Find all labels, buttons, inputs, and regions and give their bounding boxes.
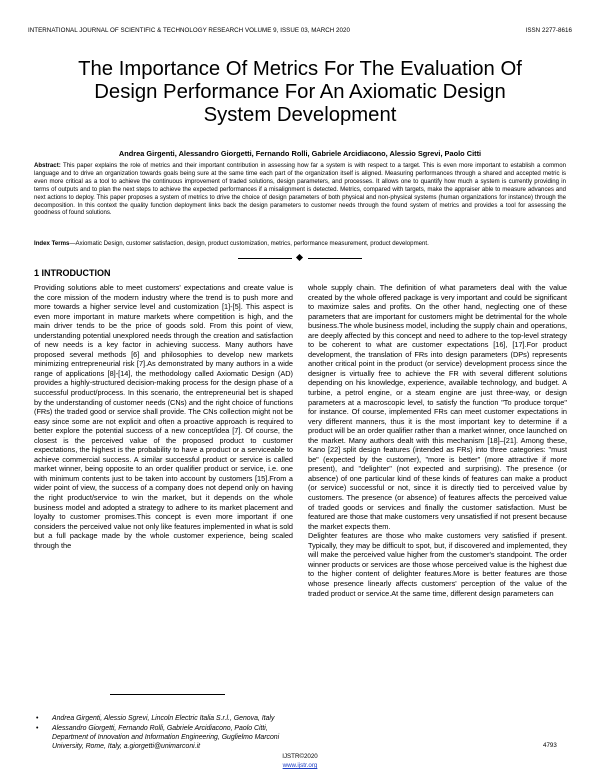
paper-title <box>20 58 580 127</box>
body-right-column <box>308 283 567 748</box>
affiliation-text: Alessandro Giorgetti, Fernando Rolli, Gabriele Arcidiacono, Paolo Citti, Department of Innovation and Information Engineering, Guglielmo Marconi University, Rome, Italy, a.giorgetti@unimarconi.it <box>52 724 280 750</box>
abstract-text: This paper explains the role of metrics and their important contribution in assessing how far a system is with respect to a target. This is even more important to establish a common language and to drive an organization towards goals being sure at the same time each part of the organization itself is aligned. Measuring performances through a shared and accepted metric is even more critical as a tool to achieve the continuous improvement of traded solutions, design parameters, and processes. It allows one to quantify how much a system is currently providing in terms of outputs and to plan the next steps to achieve the expected performances if a misalignment is detected. Metrics, compared with targets, make the appraiser able to measure advances and next actions to deploy. This paper proposes a system of metrics to drive the choice of design parameters of both physical and non-physical systems (human organizations for instance) through the decomposition. In this context the quality function deployment links back the design parameters to customer needs through the found system of metrics and provides a tool for assessing the goodness of found solutions. <box>34 162 566 217</box>
title-line-2: Design Performance For An Axiomatic Design <box>94 81 506 103</box>
author-affiliations <box>34 714 294 751</box>
journal-id: IJSTR©2020 <box>282 753 318 760</box>
journal-line: INTERNATIONAL JOURNAL OF SCIENTIFIC & TECHNOLOGY RESEARCH VOLUME 9, ISSUE 03, MARCH 2020 <box>28 27 350 34</box>
index-terms-text: —Axiomatic Design, customer satisfaction, design, product customization, metrics, performance measurement, product development. <box>69 240 429 247</box>
index-terms-label: Index Terms <box>34 240 70 247</box>
affiliation-text: Andrea Girgenti, Alessio Sgrevi, Lincoln Electric Italia S.r.l., Genova, Italy <box>52 715 275 722</box>
running-header <box>28 27 572 34</box>
index-terms <box>34 240 566 248</box>
section-heading-introduction: 1 INTRODUCTION <box>34 268 111 278</box>
body-paragraph: whole supply chain. The definition of what parameters deal with the value created by the whole offered package is very important and could be significant to maximize sales and profits. On the other hand, neglecting one of these parameters that are important for customers might be detrimental for the whole business.The whole business model, including the supply chain and operations, are deeply affected by this concept and need to adhere to the top-level strategy to be coherent to what are customer expectations [16], [17].For product development, the translation of FRs into design parameters (DPs) represents another critical point in the product (or service) development process since the designer is virtually free to achieve the FR with several different solutions depending on his knowledge, experience, available technology, and budget. A turbine, a petrol engine, or a steam engine are just three-way, or design parameters at a macroscopic level, to satisfy the function "To produce torque" for instance. Of course, implemented FRs can meet customer expectations in very different manners, thus it is the most important key to determine if a product will be an order qualifier rather than a market winner, once launched on the market. Many authors dealt with this mechanism [18]–[21]. Among these, Kano [22] split design features (intended as FRs) into three categories: "must be" (expected by the customer), "more is better" (more attractive if more present), and "delighter" (not expected and surprising). The presence (or absence) of one particular kind of these kinds of features can make a product (or service) successful or not, since it is directly tied to perceived value by customers. The presence (or absence) of features affects the perceived value of traded goods or services and finally the customer satisfaction. Must be featured are those that make customers very unsatisfied if not present because the market expects them. <box>308 283 567 531</box>
body-left-column: Providing solutions able to meet customers' expectations and create value is the core mission of the modern industry where the trend is to push more and more towards a higher service level and customization [1]-[5]. This aspect is even more important in mature markets where competition is high, and the main driver tends to be the price of goods sold. From this point of view, understanding potential unexplored needs through the creation and satisfaction of new needs is a key factor in achieving success. Many authors have proposed several methods [6] and philosophies to develop new markets minimizing entrepreneurial risk [7].As demonstrated by many authors in a wide range of applications [8]-[14], the methodology called Axiomatic Design (AD) provides a highly-structured decision-making process for the design phase of a successful product/process. In this scenario, the entrepreneurial bet is shaped by the understanding of customer needs (CNs) and the right choice of functions (FRs) the traded good or service shall provide. The CNs collection might not be easy since some are not explicit and often a proactive approach is required to better explore the potential success of a new concept/idea [7]. Of course, the closest is the perceived value of the proposed product to customer expectations, the highest is the probability to have a product or a serviceable to achieve commercial success. A similar successful product or service is called market winner, being opposite to an order qualifier product or service, i.e. one with minimum contents just to be taken into account by customers [15].From a wider point of view, the success of a company does not depend only on having the right product/service to win the market, but it depends on the whole business model and adopted a strategy to adhere to its market placement and loyalty to customer promises.This concept is even more important if one considers the perceived value not only like features implemented in what is sold but a full package made by the whole customer experience, being scaled through the <box>34 283 293 550</box>
footnote-rule <box>110 694 225 695</box>
title-line-1: The Importance Of Metrics For The Evaluation Of <box>78 58 522 80</box>
bullet-icon: • <box>36 715 39 722</box>
bullet-icon: • <box>36 724 39 732</box>
body-paragraph: Delighter features are those who make customers very satisfied if present. Typically, they may be difficult to spot, but, if discovered and implemented, they will make the perceived value higher from the customer's standpoint. The order winner products or services are those whose perceived value is the highest due to the higher content of delighter features.More is better features are those whose presence linearly affects customers' perception of the value of the traded product or service.At the same time, different design parameters can <box>308 531 567 598</box>
title-line-3: System Development <box>203 104 397 126</box>
divider-line-right <box>308 258 362 259</box>
diamond-icon <box>295 254 302 261</box>
affiliation-item <box>34 714 294 723</box>
section-divider <box>238 254 362 262</box>
affiliation-item <box>34 724 294 751</box>
abstract-label: Abstract: <box>34 162 61 169</box>
author-list: Andrea Girgenti, Alessandro Giorgetti, Fernando Rolli, Gabriele Arcidiacono, Alessio Sgrevi, Paolo Citti <box>118 149 482 158</box>
issn: ISSN 2277-8616 <box>525 27 572 34</box>
journal-website <box>0 762 600 769</box>
page-number: 4793 <box>543 742 557 749</box>
abstract <box>34 162 566 217</box>
website-link[interactable]: www.ijstr.org <box>282 762 318 769</box>
divider-line-left <box>238 258 292 259</box>
